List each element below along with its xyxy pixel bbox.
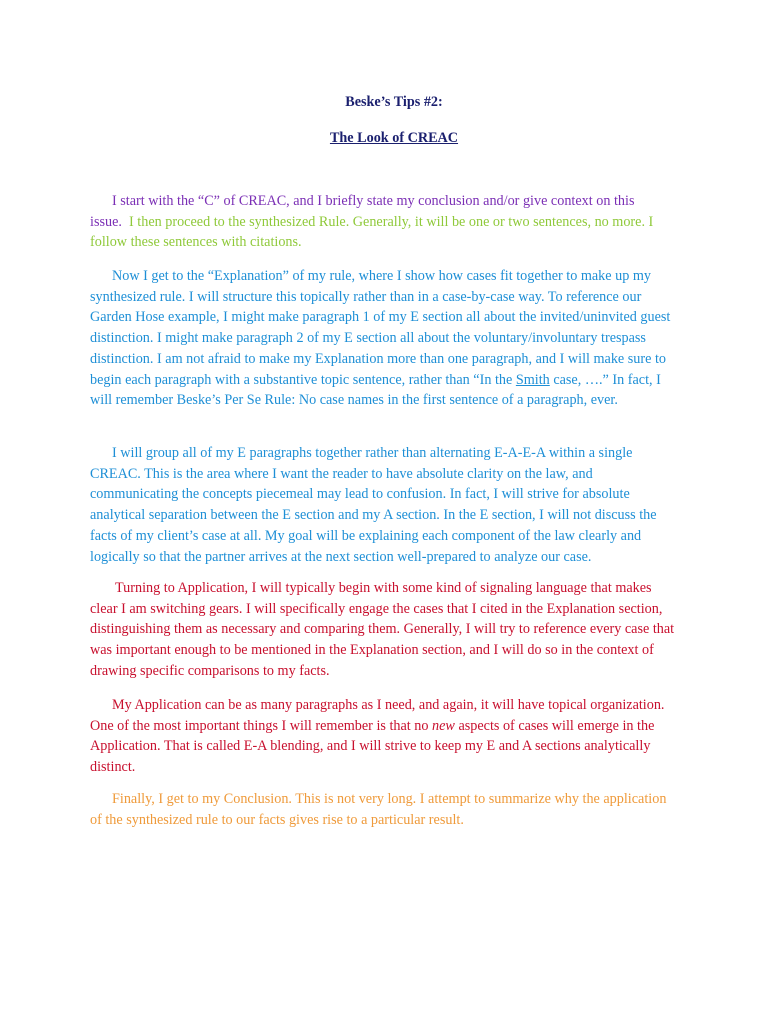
paragraph-application-2 bbox=[90, 695, 680, 778]
explanation-text-after: case, ….” In fact, I will remember Beske’s Per Se Rule: No case names in the first sentence of a paragraph, ever. bbox=[90, 371, 661, 409]
rule-text: I then proceed to the synthesized Rule. Generally, it will be one or two sentences, no more. I follow these sentences with citations. bbox=[90, 213, 654, 251]
paragraph-conclusion-rule bbox=[90, 191, 680, 253]
paragraph-conclusion: Finally, I get to my Conclusion. This is not very long. I attempt to summarize why the application of the synthesized rule to our facts gives rise to a particular result. bbox=[90, 791, 667, 828]
explanation-text-before: Now I get to the “Explanation” of my rule, where I show how cases fit together to make up my synthesized rule. I will structure this topically rather than in a case-by-case way. To reference our Garden Hose example, I might make paragraph 1 of my E section all about the invited/uninvited guest distinction. I might make paragraph 2 of my E section all about the voluntary/involuntary trespass distinction. I am not afraid to make my Explanation more than one paragraph, and I will make sure to begin each paragraph with a substantive topic sentence, rather than “In the bbox=[90, 268, 671, 388]
paragraph-application-1: Turning to Application, I will typically begin with some kind of signaling language that makes clear I am switching gears. I will specifically engage the cases that I cited in the Explanation section, distinguishing them as necessary and comparing them. Generally, I will try to reference every case that was important enough to be mentioned in the Explanation section, and I will do so in the context of drawing specific comparisons to my facts. bbox=[90, 580, 675, 679]
paragraph-explanation-2: I will group all of my E paragraphs together rather than alternating E-A-E-A within a single CREAC. This is the area where I want the reader to have absolute clarity on the law, and communicating the concepts piecemeal may lead to confusion. In fact, I will strive for absolute analytical separation between the E section and my A section. In the E section, I will not discuss the facts of my client’s case at all. My goal will be explaining each component of the law clearly and logically so that the partner arrives at the next section well-prepared to analyze our case. bbox=[90, 445, 657, 565]
conclusion-intro-text: I start with the “C” of CREAC, and I briefly state my conclusion and/or give context on this issue. bbox=[90, 193, 635, 230]
paragraph-explanation-1 bbox=[90, 266, 680, 411]
application-text-before: My Application can be as many paragraphs as I need, and again, it will have topical organization. One of the most important things I will remember is that no bbox=[90, 697, 665, 734]
emphasis-new: new bbox=[432, 717, 455, 734]
document-title: Beske’s Tips #2: bbox=[345, 94, 443, 110]
document-subtitle: The Look of CREAC bbox=[329, 130, 459, 146]
case-name-smith: Smith bbox=[515, 371, 550, 388]
application-text-after: aspects of cases will emerge in the Application. That is called E-A blending, and I will strive to keep my E and A sections analytically distinct. bbox=[90, 717, 655, 776]
